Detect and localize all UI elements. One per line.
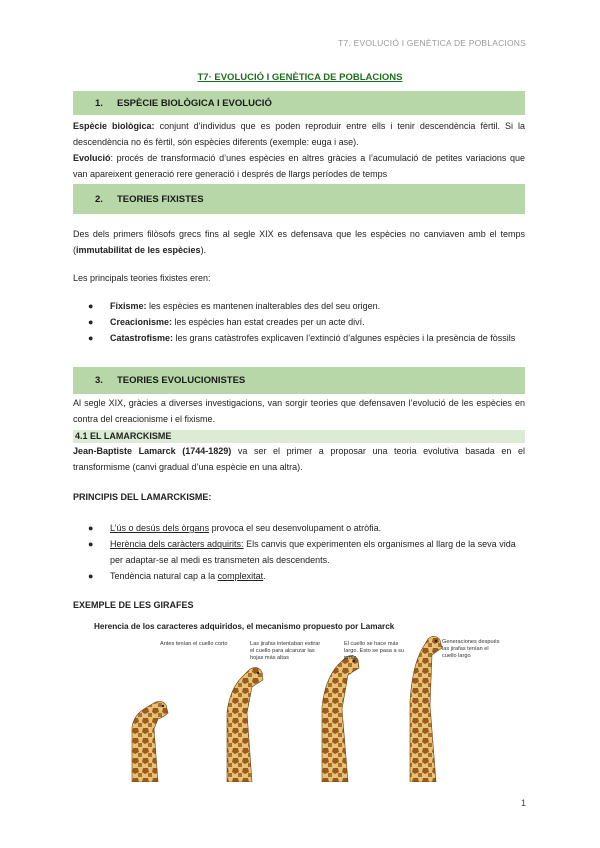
paragraph-lamarck (73, 443, 525, 475)
bullet-icon: ● (88, 317, 94, 327)
list-item (73, 314, 525, 330)
section-heading-2 (73, 184, 525, 214)
term-immutabilitat: immutabilitat de les espècies (76, 245, 201, 255)
caption-3: El cuello se hace más largo. Esto se pasa a su prole (344, 641, 405, 661)
section-heading-3 (73, 367, 525, 394)
bullet-icon: ● (88, 523, 94, 533)
underlined-term: Herència dels caràcters adquirits: (110, 539, 244, 549)
caption-2: Las jirafas intentaban estirar el cuello para alcanzar las hojas más altas (250, 641, 321, 661)
section-number: 2. (95, 193, 103, 205)
list-item (73, 520, 525, 536)
giraffe-illustration (92, 617, 503, 782)
caption-1: Antes tenían el cuello corto (160, 641, 228, 647)
fixist-theories-list (73, 298, 525, 346)
paragraph-evolucionistes-intro: Al segle XIX, gràcies a diverses investigacions, van sorgir teories que defensaven l’evolució de les espècies en contra del creacionisme i el fixisme. (73, 398, 525, 424)
section-number: 3. (95, 375, 103, 386)
text: les espècies han estat creades per un acte diví. (172, 317, 365, 327)
lamarck-name: Jean-Baptiste Lamarck (1744-1829) (73, 446, 232, 456)
section-label: ESPÈCIE BIOLÒGICA I EVOLUCIÓ (117, 97, 272, 109)
list-item (73, 298, 525, 314)
text-evolucio: : procés de transformació d’unes espècies en altres gràcies a l’acumulació de petites variacions que van apareixent generació rere generació i després de llargs períodes de temps (73, 153, 525, 179)
section-heading-1 (73, 91, 525, 115)
text: provoca el seu desenvolupament o atròfia. (209, 523, 382, 533)
caption-4: Generaciones después las jirafas tenían el cuello largo (442, 639, 500, 659)
list-item (73, 536, 525, 568)
bullet-icon: ● (88, 571, 94, 581)
document-title: T7· EVOLUCIÓ I GENÈTICA DE POBLACIONS (197, 72, 403, 83)
paragraph-fixistes-lead: Les principals teories fixistes eren: (73, 273, 211, 283)
term: Creacionisme: (110, 317, 173, 327)
running-header: T7. EVOLUCIÓ I GENÈTICA DE POBLACIONS (338, 38, 526, 48)
list-item (73, 568, 525, 584)
text-lamarck: va ser el primer a proposar una teoria evolutiva basada en el transformisme (canvi gradual d’una espècie en una altra). (73, 446, 526, 472)
text: les espècies es mantenen inalterables des del seu origen. (146, 301, 381, 311)
section-number: 1. (95, 97, 103, 109)
text: les grans catàstrofes explicaven l’extinció d’algunes espècies i la presència de fòssils (173, 333, 516, 343)
paragraph-evolucio (73, 150, 525, 182)
underlined-term: complexitat (217, 571, 264, 581)
principles-list (73, 520, 525, 584)
text: Els canvis que experimenten els organismes al llarg de la seva vida per adaptar-se al medi es transmeten als descendents. (110, 539, 516, 565)
bullet-icon: ● (88, 333, 94, 343)
term-evolucio: Evolució (73, 153, 111, 163)
example-heading: EXEMPLE DE LES GIRAFES (73, 600, 194, 610)
text-intro-a: Des dels primers filòsofs grecs fins al segle XIX es defensava que les espècies no canviaven amb el temps ( (73, 229, 525, 255)
underlined-term: L’ús o desús dels òrgans (110, 523, 210, 533)
term: Catastrofisme: (110, 333, 174, 343)
text-especie: conjunt d’individus que es poden reproduir entre ells i tenir descendència fèrtil. Si la descendència no és fèrtil, són espècies diferents (exemple: euga i ase). (73, 121, 525, 147)
term-especie: Espècie biològica: (73, 121, 155, 131)
list-item (73, 330, 525, 346)
text: Tendència natural cap a la (110, 571, 218, 581)
section-label: TEORIES EVOLUCIONISTES (117, 375, 246, 386)
subheading-lamarckisme: 4.1 EL LAMARCKISME (73, 430, 525, 443)
bullet-icon: ● (88, 301, 94, 311)
text-intro-b: ). (200, 245, 207, 255)
paragraph-especie (73, 118, 525, 150)
text: . (263, 571, 266, 581)
term: Fixisme: (110, 301, 147, 311)
figure-title: Herencia de los caracteres adquiridos, el mecanismo propuesto por Lamarck (94, 622, 395, 631)
page-number: 1 (520, 798, 526, 808)
section-label: TEORIES FIXISTES (117, 193, 204, 205)
bullet-icon: ● (88, 539, 94, 549)
paragraph-fixisme-intro (73, 226, 525, 258)
principles-heading: PRINCIPIS DEL LAMARCKISME: (73, 492, 212, 502)
